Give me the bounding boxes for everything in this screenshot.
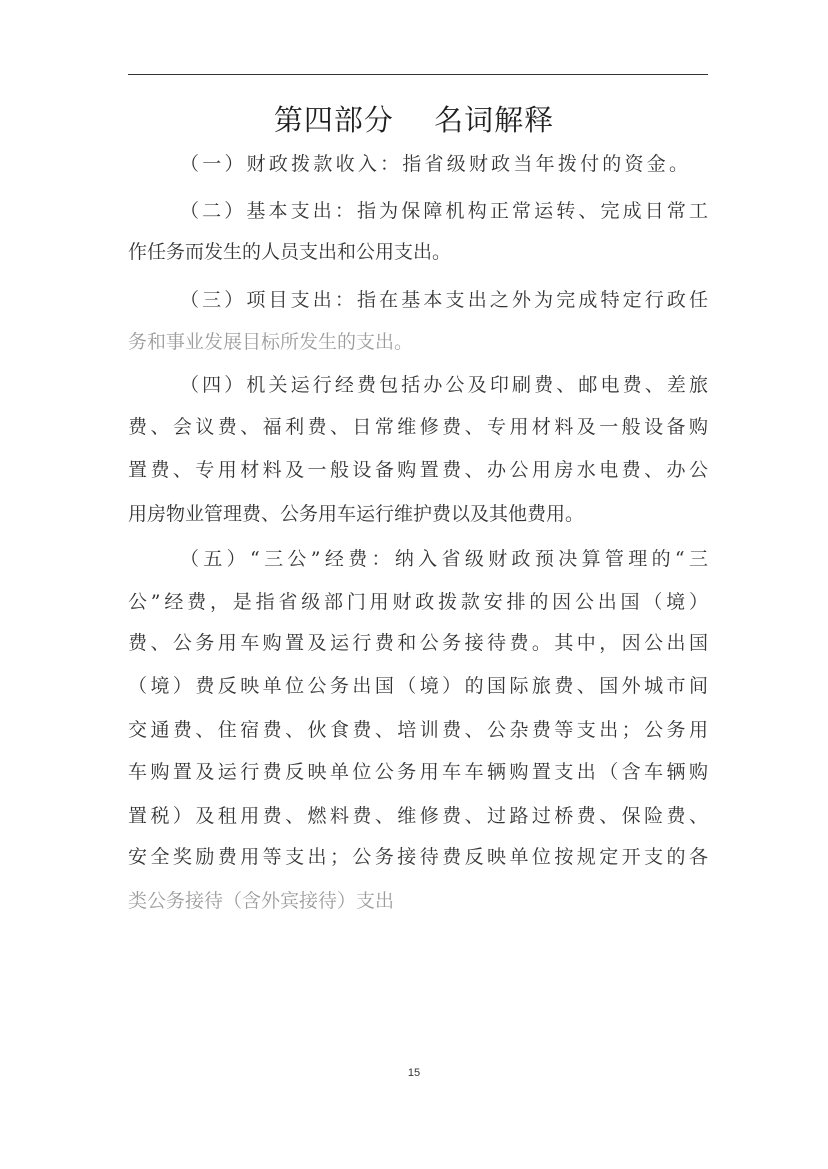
text-line: 务和事业发展目标所发生的支出。 xyxy=(128,331,414,353)
text-line: 费、会议费、福利费、日常维修费、专用材料及一般设备购 xyxy=(128,416,708,438)
page-number: 15 xyxy=(407,1067,421,1079)
text-line: （二）基本支出：指为保障机构正常运转、完成日常工 xyxy=(180,200,708,222)
text-line: 作任务而发生的人员支出和公用支出。 xyxy=(128,241,452,263)
text-line: （三）项目支出：指在基本支出之外为完成特定行政任 xyxy=(180,289,708,311)
header-rule xyxy=(128,74,708,75)
text-line: 置费、专用材料及一般设备购置费、办公用房水电费、办公 xyxy=(128,459,708,481)
text-line: （一）财政拨款收入：指省级财政当年拨付的资金。 xyxy=(180,153,688,175)
text-line: （五）“三公”经费：纳入省级财政预决算管理的“三 xyxy=(180,548,708,570)
text-line: 交通费、住宿费、伙食费、培训费、公杂费等支出；公务用 xyxy=(128,719,708,741)
text-line: （四）机关运行经费包括办公及印刷费、邮电费、差旅 xyxy=(180,374,708,396)
page-title: 第四部分 名词解释 xyxy=(273,103,555,137)
text-line: 费、公务用车购置及运行费和公务接待费。其中，因公出国 xyxy=(128,632,708,654)
text-line: 公”经费，是指省级部门用财政拨款安排的因公出国（境） xyxy=(128,591,708,613)
text-line: 安全奖励费用等支出；公务接待费反映单位按规定开支的各 xyxy=(128,846,708,868)
text-line: 置税）及租用费、燃料费、维修费、过路过桥费、保险费、 xyxy=(128,805,708,827)
text-line: 用房物业管理费、公务用车运行维护费以及其他费用。 xyxy=(128,503,585,525)
text-line: 类公务接待（含外宾接待）支出 xyxy=(128,890,395,912)
text-line: 车购置及运行费反映单位公务用车车辆购置支出（含车辆购 xyxy=(128,761,708,783)
text-line: （境）费反映单位公务出国（境）的国际旅费、国外城市间 xyxy=(128,675,708,697)
